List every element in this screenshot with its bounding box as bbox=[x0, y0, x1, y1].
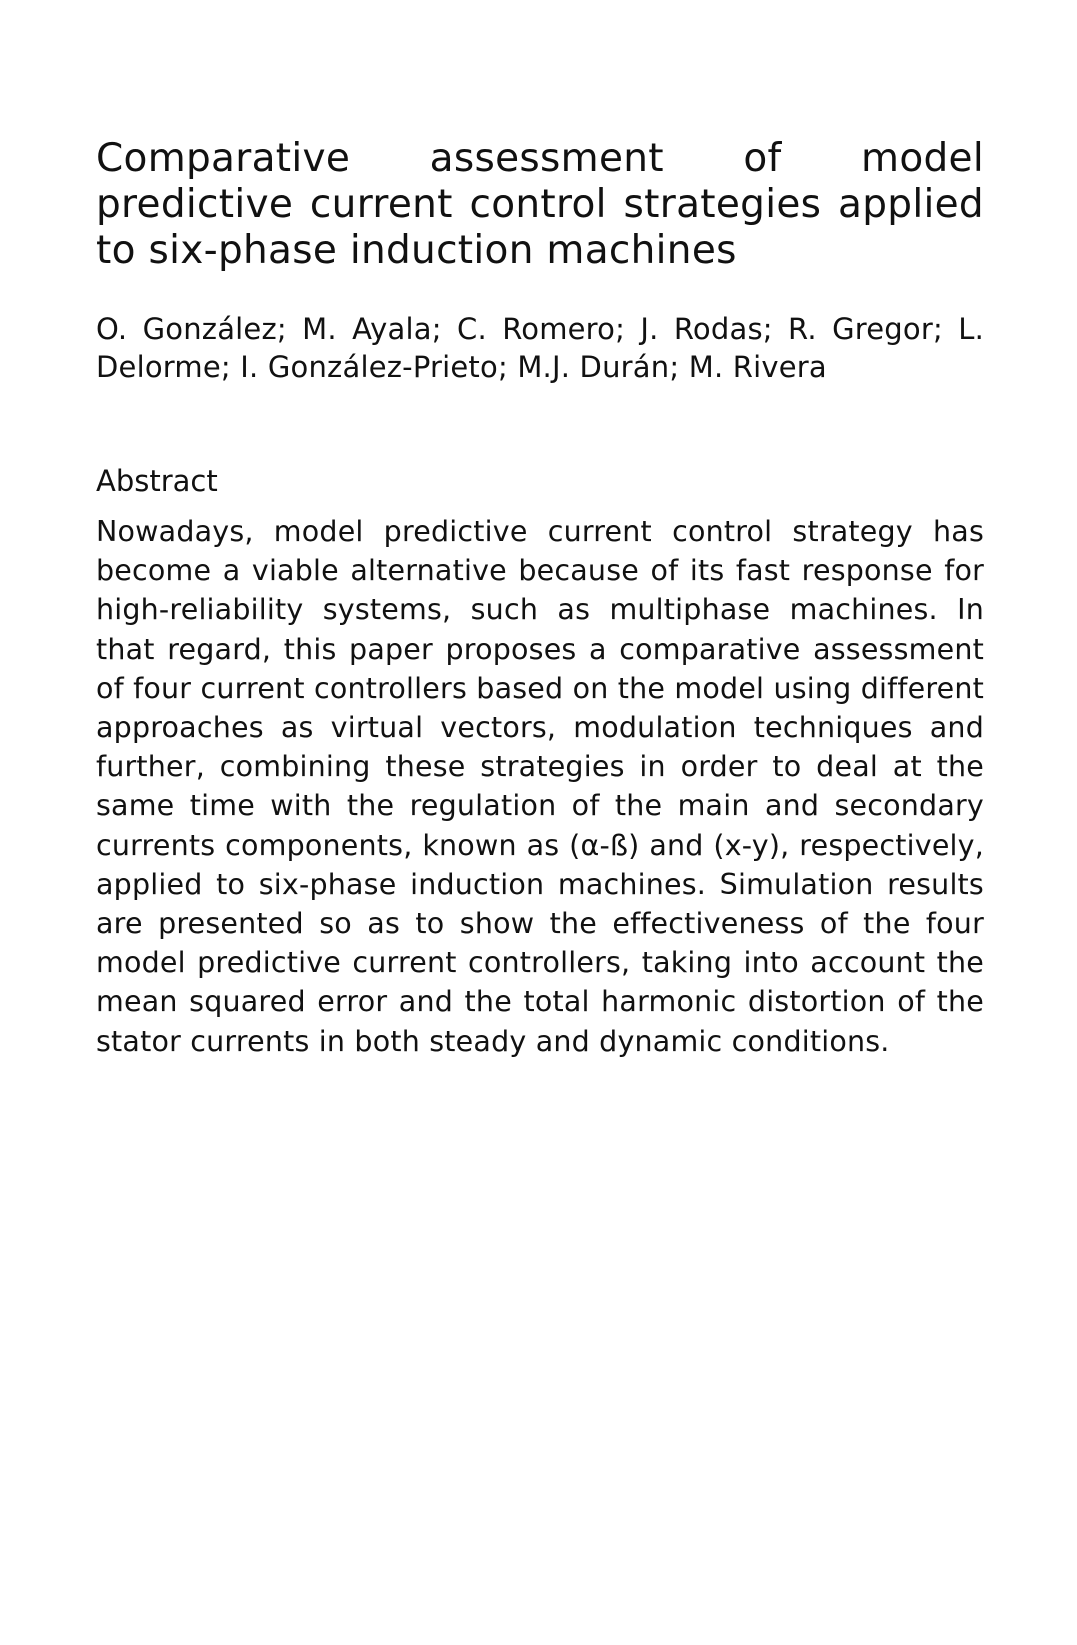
abstract-text: Nowadays, model predictive current control strategy has become a viable alternative because of its fast response for high-reliability systems, such as multiphase machines. In that regard, this paper proposes a comparative assessment of four current controllers based on the model using different approaches as virtual vectors, modulation techniques and further, combining these strategies in order to deal at the same time with the regulation of the main and secondary currents components, known as (α-ß) and (x-y), respectively, applied to six-phase induction machines. Simulation results are presented so as to show the effectiveness of the four model predictive current controllers, taking into account the mean squared error and the total harmonic distortion of the stator currents in both steady and dynamic conditions. bbox=[96, 515, 984, 1058]
paper-title: Comparative assessment of model predictive current control strategies applied to six-phase induction machines bbox=[96, 136, 984, 273]
abstract-heading: Abstract bbox=[96, 464, 218, 498]
author-list: O. González; M. Ayala; C. Romero; J. Rodas; R. Gregor; L. Delorme; I. González-Prieto; M.J. Durán; M. Rivera bbox=[96, 312, 984, 384]
paper-page bbox=[96, 136, 984, 1061]
